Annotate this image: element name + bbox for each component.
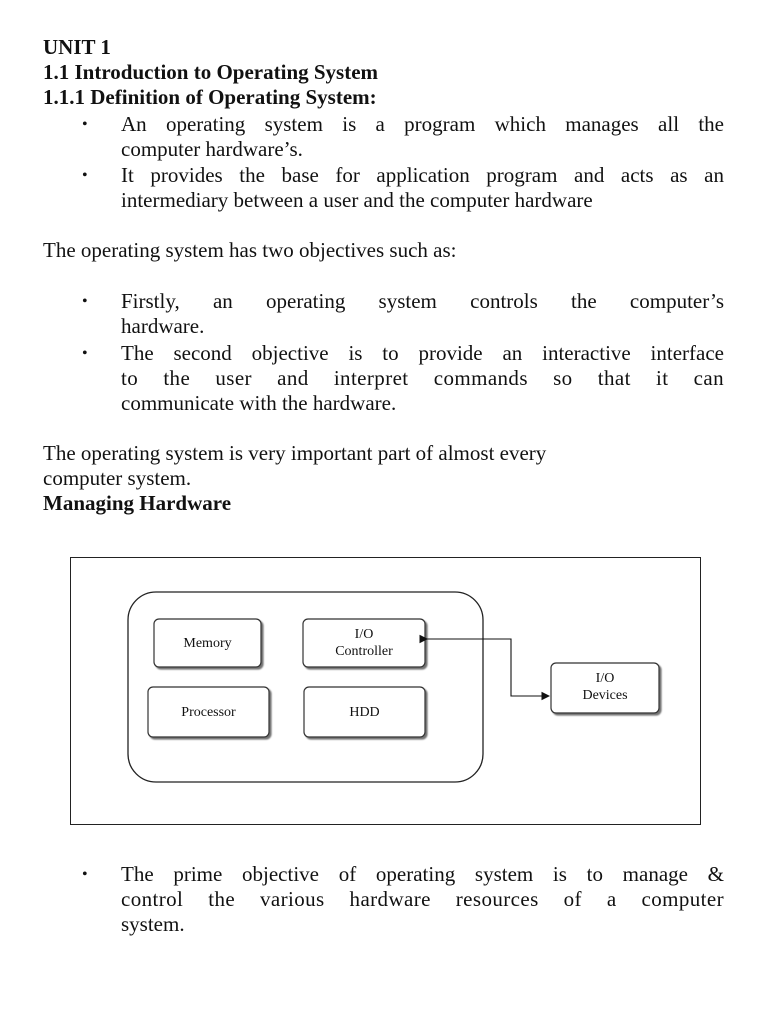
unit-heading: UNIT 1 xyxy=(43,35,111,59)
section-title: 1.1 Introduction to Operating System xyxy=(43,60,379,84)
hardware-diagram xyxy=(70,557,701,825)
definition-bullet-1-line1: An operating system is a program which manages all the xyxy=(121,112,724,136)
managing-hardware-heading: Managing Hardware xyxy=(43,491,232,515)
bullet-marker: • xyxy=(82,116,88,133)
importance-text-line2: computer system. xyxy=(43,466,192,490)
io-devices-label-line1: I/O xyxy=(595,671,615,686)
final-bullet-line3: system. xyxy=(121,912,185,936)
objective-bullet-2-line3: communicate with the hardware. xyxy=(121,391,397,415)
objectives-intro: The operating system has two objectives such as: xyxy=(43,238,457,262)
bullet-marker: • xyxy=(82,866,88,883)
io-controller-label-line2: Controller xyxy=(335,644,393,659)
definition-bullet-1-line2: computer hardware’s. xyxy=(121,137,303,161)
objective-bullet-2-line1: The second objective is to provide an interactive interface xyxy=(121,341,724,365)
bullet-marker: • xyxy=(82,293,88,310)
objective-bullet-2-line2: to the user and interpret commands so that it can xyxy=(121,366,724,390)
bullet-marker: • xyxy=(82,167,88,184)
memory-label: Memory xyxy=(183,636,232,651)
subsection-title: 1.1.1 Definition of Operating System: xyxy=(43,85,377,109)
final-bullet-line2: control the various hardware resources of a computer xyxy=(121,887,724,911)
final-bullet-line1: The prime objective of operating system is to manage & xyxy=(121,862,724,886)
objective-bullet-1-line2: hardware. xyxy=(121,314,205,338)
io-devices-label-line2: Devices xyxy=(582,688,628,703)
definition-bullet-2-line1: It provides the base for application program and acts as an xyxy=(121,163,724,187)
definition-bullet-2-line2: intermediary between a user and the computer hardware xyxy=(121,188,593,212)
io-controller-label-line1: I/O xyxy=(354,627,374,642)
importance-text-line1: The operating system is very important part of almost every xyxy=(43,441,547,465)
bullet-marker: • xyxy=(82,345,88,362)
hdd-label: HDD xyxy=(349,705,380,720)
objective-bullet-1-line1: Firstly, an operating system controls the computer’s xyxy=(121,289,724,313)
processor-label: Processor xyxy=(181,705,236,720)
